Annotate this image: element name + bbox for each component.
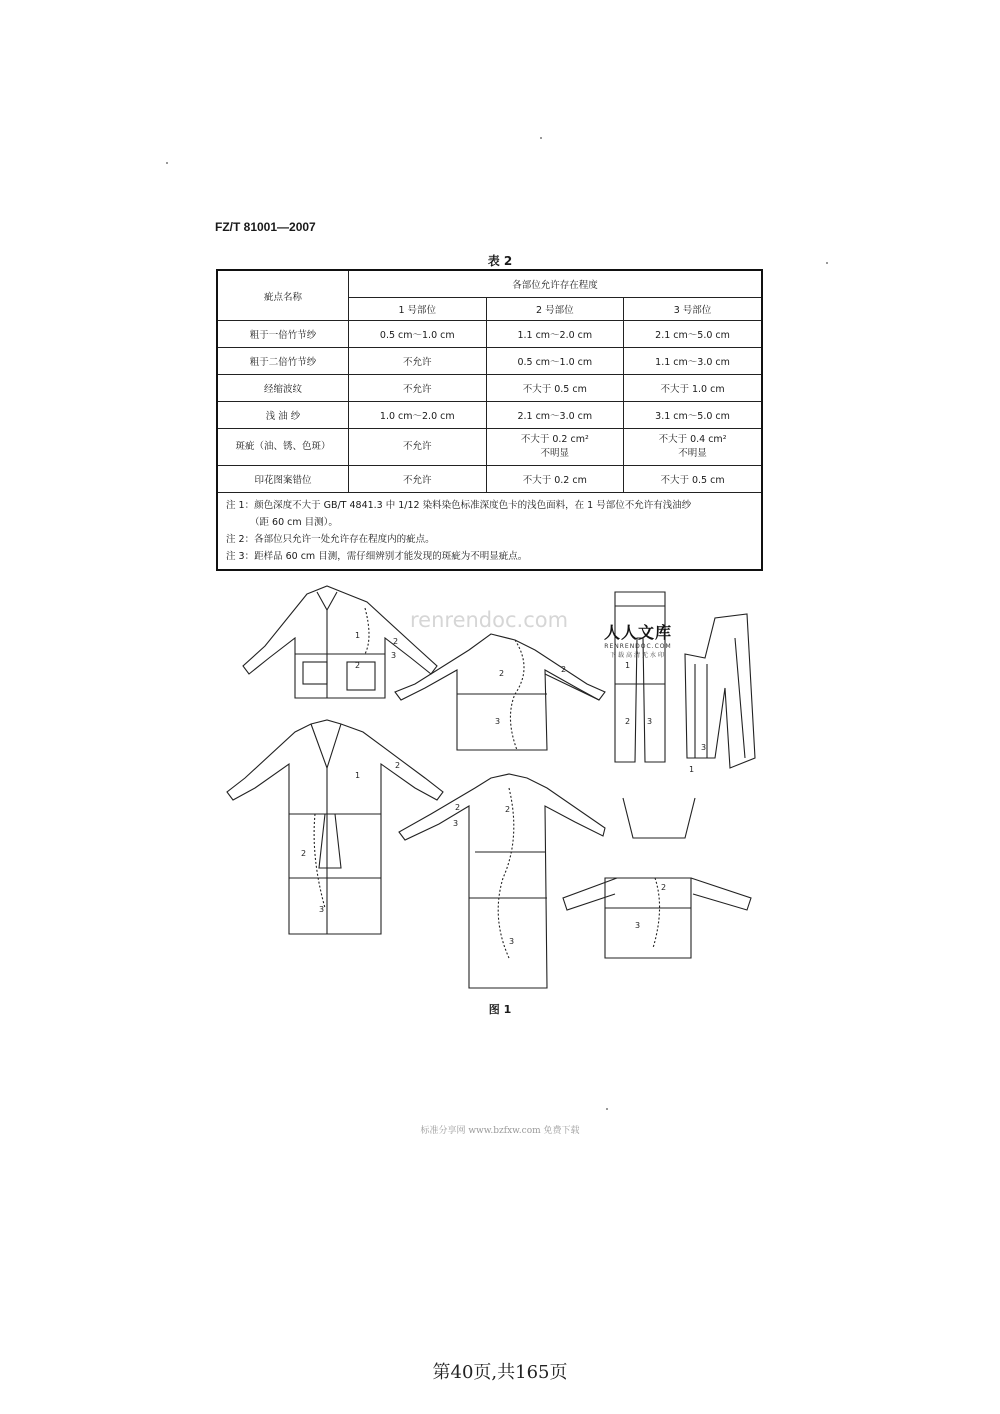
defect-name: 斑疵（油、锈、色斑） — [217, 429, 349, 466]
col-header-position-3: 3 号部位 — [624, 298, 762, 321]
table-title: 表 2 — [487, 254, 513, 268]
region-label: 3 — [635, 921, 641, 930]
col-header-defect-name: 疵点名称 — [217, 270, 349, 321]
note-1-continued: （距 60 cm 目测）。 — [250, 517, 338, 528]
value-position-2: 0.5 cm～1.0 cm — [486, 348, 624, 375]
region-label: 2 — [499, 669, 505, 678]
value-position-3: 2.1 cm～5.0 cm — [624, 321, 762, 348]
region-label: 1 — [689, 765, 695, 774]
region-label: 2 — [661, 883, 667, 892]
region-label: 2 — [625, 717, 631, 726]
region-label: 1 — [625, 661, 631, 670]
region-label: 3 — [453, 819, 459, 828]
jacket-back-drawing — [395, 634, 605, 750]
robe-front-drawing — [227, 720, 443, 934]
defect-name: 印花图案错位 — [217, 466, 349, 493]
value-position-3: 不大于 0.5 cm — [624, 466, 762, 493]
region-label: 2 — [505, 805, 511, 814]
watermark-logo-sub: RENRENDOC.COM — [604, 643, 672, 650]
standard-code: FZ/T 81001—2007 — [215, 220, 316, 234]
region-label: 1 — [355, 631, 361, 640]
defect-name: 经缩波纹 — [217, 375, 349, 402]
footer-site: 标准分享网 www.bzfxw.com 免费下载 — [420, 1126, 580, 1136]
figure-caption: 图 1 — [488, 1003, 512, 1016]
watermark-logo-sub2: 下载高清无水印 — [610, 652, 667, 659]
pants-back-drawing — [685, 614, 755, 768]
jacket-front-drawing — [243, 586, 437, 698]
region-label: 2 — [301, 849, 307, 858]
value-position-3: 不大于 1.0 cm — [624, 375, 762, 402]
region-label: 3 — [701, 743, 707, 752]
region-label: 2 — [355, 661, 361, 670]
region-label: 3 — [391, 651, 397, 660]
garment-figure — [215, 578, 775, 998]
region-label: 2 — [395, 761, 401, 770]
watermark-logo — [604, 620, 672, 659]
region-label: 2 — [393, 637, 399, 646]
value-line: 不明显 — [678, 448, 707, 459]
table-row — [217, 402, 762, 429]
scan-speck — [606, 1108, 608, 1110]
scan-speck — [166, 162, 168, 164]
page-number: 第40页,共165页 — [432, 1362, 568, 1383]
value-line: 不大于 0.2 cm² — [520, 434, 589, 445]
scan-speck — [540, 137, 542, 139]
value-position-1: 1.0 cm～2.0 cm — [349, 402, 487, 429]
region-label: 1 — [355, 771, 361, 780]
value-position-2: 不大于 0.2 cm — [486, 466, 624, 493]
value-position-2: 1.1 cm～2.0 cm — [486, 321, 624, 348]
note-1: 注 1：颜色深度不大于 GB/T 4841.3 中 1/12 染料染色标准深度色卡的浅色面料，在 1 号部位不允许有浅油纱 — [226, 500, 692, 511]
value-line: 不明显 — [540, 448, 570, 459]
note-2: 注 2：各部位只允许一处允许存在程度内的疵点。 — [226, 534, 435, 545]
region-label: 3 — [319, 905, 325, 914]
value-position-2 — [486, 429, 624, 466]
value-line: 不大于 0.4 cm² — [658, 434, 727, 445]
table-row — [217, 429, 762, 466]
watermark-url: renrendoc.com — [410, 608, 569, 632]
notes-row — [217, 493, 762, 571]
value-position-1: 不允许 — [349, 375, 487, 402]
value-position-2: 2.1 cm～3.0 cm — [486, 402, 624, 429]
col-header-group: 各部位允许存在程度 — [349, 270, 763, 298]
notes-cell — [217, 493, 762, 571]
region-label: 3 — [647, 717, 653, 726]
region-label: 2 — [455, 803, 461, 812]
value-position-1: 0.5 cm～1.0 cm — [349, 321, 487, 348]
col-header-position-1: 1 号部位 — [349, 298, 487, 321]
table-row — [217, 348, 762, 375]
note-3: 注 3：距样品 60 cm 目测，需仔细辨别才能发现的斑疵为不明显疵点。 — [226, 551, 528, 562]
defect-name: 浅 油 纱 — [217, 402, 349, 429]
region-label: 3 — [509, 937, 515, 946]
apron-drawing — [563, 798, 751, 958]
value-position-3: 1.1 cm～3.0 cm — [624, 348, 762, 375]
value-position-3: 3.1 cm～5.0 cm — [624, 402, 762, 429]
defect-name: 粗于一倍竹节纱 — [217, 321, 349, 348]
table-row — [217, 321, 762, 348]
col-header-position-2: 2 号部位 — [486, 298, 624, 321]
defect-table — [216, 269, 763, 571]
value-position-1: 不允许 — [349, 466, 487, 493]
table-row — [217, 375, 762, 402]
table-row — [217, 466, 762, 493]
value-position-2: 不大于 0.5 cm — [486, 375, 624, 402]
watermark-logo-text: 人人文库 — [604, 623, 673, 642]
region-label: 3 — [495, 717, 501, 726]
robe-back-drawing — [399, 774, 605, 988]
value-position-3 — [624, 429, 762, 466]
pants-front-drawing — [615, 592, 665, 762]
value-position-1: 不允许 — [349, 348, 487, 375]
value-position-1: 不允许 — [349, 429, 487, 466]
region-label: 2 — [561, 665, 567, 674]
defect-name: 粗于二倍竹节纱 — [217, 348, 349, 375]
